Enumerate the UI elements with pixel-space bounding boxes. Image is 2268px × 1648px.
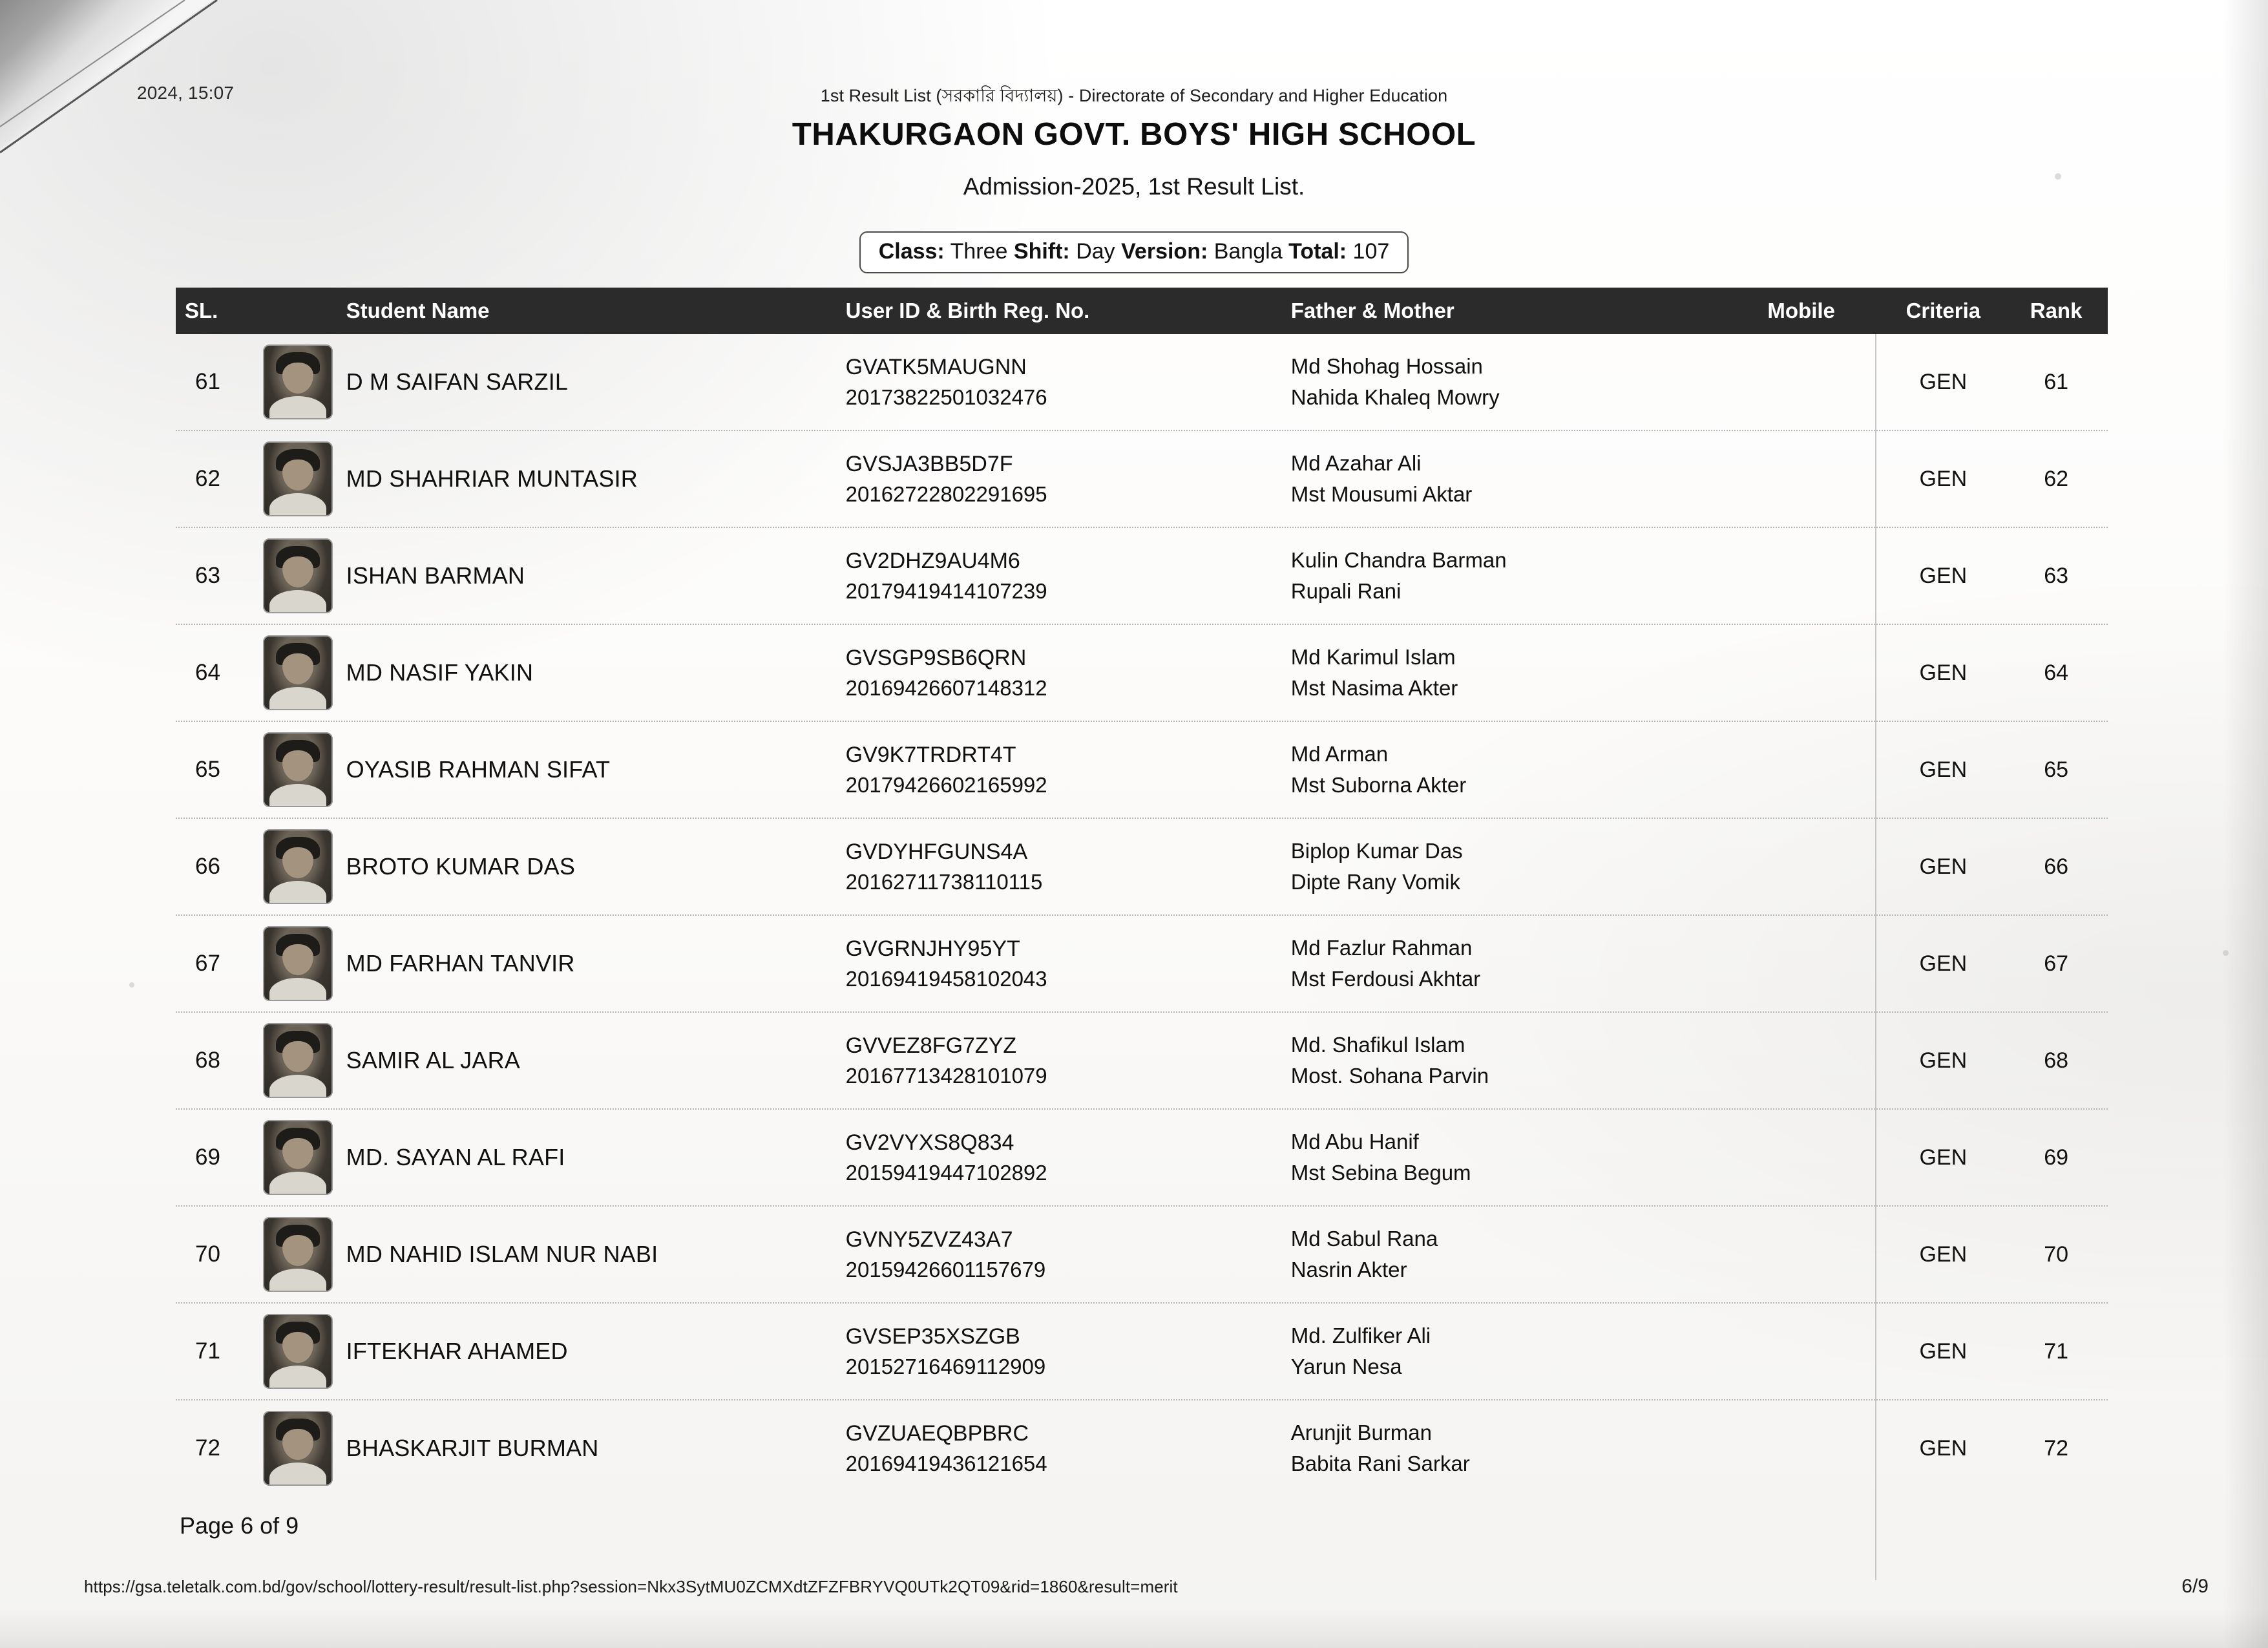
column-header-mobile: Mobile — [1767, 299, 1835, 322]
row-sl: 69 — [195, 1145, 220, 1170]
class-value: Three — [950, 239, 1008, 264]
class-info-bar — [859, 231, 1409, 273]
table-row — [176, 1207, 2108, 1304]
row-sl: 67 — [195, 951, 220, 976]
table-body — [176, 334, 2108, 1496]
row-user-id: GV9K7TRDRT4T — [845, 742, 1016, 767]
row-father-name: Md Karimul Islam — [1290, 645, 1456, 670]
student-photo — [249, 431, 346, 527]
column-header-criteria: Criteria — [1906, 299, 1981, 322]
row-father-name: Md Azahar Ali — [1290, 451, 1422, 476]
row-mother-name: Yarun Nesa — [1290, 1355, 1402, 1379]
table-row — [176, 1400, 2108, 1496]
row-birth-reg-no: 20159426601157679 — [845, 1257, 1046, 1282]
shift-label: Shift: — [1013, 239, 1070, 264]
row-criteria: GEN — [1919, 1338, 1968, 1364]
row-rank: 69 — [2044, 1145, 2069, 1170]
document-source-line: 1st Result List (সরকারি বিদ্যালয়) - Directorate of Secondary and Higher Education — [820, 86, 1448, 105]
row-student-name: OYASIB RAHMAN SIFAT — [346, 756, 611, 783]
row-mother-name: Mst Mousumi Aktar — [1290, 482, 1473, 506]
row-mother-name: Rupali Rani — [1290, 579, 1402, 603]
row-student-name: ISHAN BARMAN — [346, 562, 525, 589]
row-rank: 66 — [2044, 854, 2069, 879]
scan-edge-shadow-bottom — [0, 1609, 2268, 1648]
row-criteria: GEN — [1919, 1048, 1968, 1073]
row-student-name: BROTO KUMAR DAS — [346, 853, 576, 880]
column-header-user-id: User ID & Birth Reg. No. — [845, 299, 1090, 322]
row-rank: 70 — [2044, 1241, 2069, 1267]
row-criteria: GEN — [1919, 854, 1968, 879]
print-meta-row — [0, 83, 2268, 105]
row-criteria: GEN — [1919, 757, 1968, 782]
total-value: 107 — [1352, 239, 1390, 264]
total-label: Total: — [1288, 239, 1347, 264]
row-user-id: GVGRNJHY95YT — [845, 936, 1020, 961]
row-criteria: GEN — [1919, 563, 1968, 588]
table-header-row — [176, 288, 2108, 334]
student-photo — [249, 916, 346, 1011]
row-student-name: MD NASIF YAKIN — [346, 659, 534, 686]
row-rank: 64 — [2044, 660, 2069, 685]
column-header-rank: Rank — [2030, 299, 2083, 322]
row-user-id: GVNY5ZVZ43A7 — [845, 1227, 1013, 1252]
class-label: Class: — [878, 239, 945, 264]
student-photo — [249, 1304, 346, 1399]
row-rank: 62 — [2044, 466, 2069, 491]
row-user-id: GVSJA3BB5D7F — [845, 451, 1013, 476]
row-birth-reg-no: 20179426602165992 — [845, 772, 1047, 797]
row-birth-reg-no: 20159419447102892 — [845, 1160, 1047, 1185]
footer-page-of: 6/9 — [2181, 1576, 2209, 1597]
row-rank: 72 — [2044, 1435, 2069, 1461]
row-mother-name: Dipte Rany Vomik — [1290, 870, 1461, 894]
row-student-name: SAMIR AL JARA — [346, 1047, 521, 1073]
row-user-id: GVVEZ8FG7ZYZ — [845, 1033, 1017, 1058]
row-father-name: Arunjit Burman — [1290, 1421, 1432, 1445]
row-student-name: MD NAHID ISLAM NUR NABI — [346, 1241, 658, 1267]
student-photo — [249, 1207, 346, 1302]
row-rank: 63 — [2044, 563, 2069, 588]
row-birth-reg-no: 20169419436121654 — [845, 1451, 1047, 1475]
row-birth-reg-no: 20179419414107239 — [845, 578, 1047, 603]
row-mother-name: Mst Ferdousi Akhtar — [1290, 967, 1481, 991]
table-row — [176, 1110, 2108, 1207]
row-rank: 61 — [2044, 369, 2069, 394]
version-label: Version: — [1121, 239, 1208, 264]
row-sl: 65 — [195, 757, 220, 782]
row-mother-name: Most. Sohana Parvin — [1290, 1064, 1489, 1088]
scan-speck — [129, 982, 134, 988]
row-student-name: IFTEKHAR AHAMED — [346, 1338, 568, 1364]
row-birth-reg-no: 20162722802291695 — [845, 481, 1047, 506]
row-criteria: GEN — [1919, 660, 1968, 685]
row-user-id: GVSEP35XSZGB — [845, 1324, 1020, 1349]
student-photo — [249, 625, 346, 721]
row-student-name: D M SAIFAN SARZIL — [346, 368, 569, 395]
row-birth-reg-no: 20169419458102043 — [845, 966, 1047, 991]
row-criteria: GEN — [1919, 951, 1968, 976]
row-student-name: BHASKARJIT BURMAN — [346, 1435, 599, 1461]
row-sl: 68 — [195, 1048, 220, 1073]
row-father-name: Md Shohag Hossain — [1290, 354, 1483, 379]
row-mother-name: Mst Sebina Begum — [1290, 1161, 1471, 1185]
row-mother-name: Nahida Khaleq Mowry — [1290, 385, 1500, 409]
result-table — [176, 288, 2108, 1496]
row-user-id: GVZUAEQBPBRC — [845, 1421, 1029, 1446]
page-subtitle: Admission-2025, 1st Result List. — [963, 173, 1305, 200]
table-row — [176, 1013, 2108, 1110]
class-info-bar-wrap — [0, 231, 2268, 273]
table-row — [176, 528, 2108, 625]
row-father-name: Md Arman — [1290, 742, 1389, 766]
row-birth-reg-no: 20167713428101079 — [845, 1063, 1047, 1088]
row-sl: 71 — [195, 1338, 220, 1364]
row-father-name: Md Sabul Rana — [1290, 1227, 1438, 1251]
row-sl: 62 — [195, 466, 220, 491]
table-row — [176, 1304, 2108, 1400]
row-user-id: GV2VYXS8Q834 — [845, 1130, 1014, 1155]
row-father-name: Md Fazlur Rahman — [1290, 936, 1473, 960]
version-value: Bangla — [1213, 239, 1283, 264]
student-photo — [249, 1013, 346, 1108]
row-student-name: MD SHAHRIAR MUNTASIR — [346, 465, 638, 492]
column-header-parents: Father & Mother — [1290, 299, 1454, 322]
student-photo — [249, 1110, 346, 1205]
column-header-name: Student Name — [346, 299, 490, 322]
row-father-name: Md. Zulfiker Ali — [1290, 1324, 1431, 1348]
row-birth-reg-no: 20169426607148312 — [845, 675, 1047, 700]
print-timestamp: 2024, 15:07 — [137, 83, 235, 103]
row-mother-name: Nasrin Akter — [1290, 1258, 1407, 1282]
row-sl: 61 — [195, 369, 220, 394]
shift-value: Day — [1076, 239, 1115, 264]
row-father-name: Md Abu Hanif — [1290, 1130, 1419, 1154]
row-student-name: MD FARHAN TANVIR — [346, 950, 575, 977]
student-photo — [249, 528, 346, 624]
row-birth-reg-no: 20173822501032476 — [845, 385, 1047, 409]
row-rank: 65 — [2044, 757, 2069, 782]
student-photo — [249, 334, 346, 430]
table-row — [176, 334, 2108, 431]
table-row — [176, 819, 2108, 916]
student-photo — [249, 722, 346, 818]
table-row — [176, 722, 2108, 819]
row-rank: 68 — [2044, 1048, 2069, 1073]
row-criteria: GEN — [1919, 466, 1968, 491]
row-sl: 70 — [195, 1241, 220, 1267]
row-father-name: Kulin Chandra Barman — [1290, 548, 1507, 573]
row-user-id: GVSGP9SB6QRN — [845, 645, 1027, 670]
row-criteria: GEN — [1919, 1241, 1968, 1267]
row-sl: 72 — [195, 1435, 220, 1461]
row-student-name: MD. SAYAN AL RAFI — [346, 1144, 565, 1170]
row-user-id: GVATK5MAUGNN — [845, 354, 1027, 379]
table-row — [176, 916, 2108, 1013]
row-mother-name: Babita Rani Sarkar — [1290, 1452, 1470, 1475]
row-mother-name: Mst Suborna Akter — [1290, 773, 1467, 797]
page-indicator: Page 6 of 9 — [180, 1512, 299, 1539]
row-birth-reg-no: 20162711738110115 — [845, 869, 1043, 894]
row-rank: 67 — [2044, 951, 2069, 976]
row-criteria: GEN — [1919, 369, 1968, 394]
row-sl: 66 — [195, 854, 220, 879]
row-sl: 64 — [195, 660, 220, 685]
row-criteria: GEN — [1919, 1145, 1968, 1170]
row-rank: 71 — [2044, 1338, 2069, 1364]
row-birth-reg-no: 20152716469112909 — [845, 1354, 1046, 1379]
table-row — [176, 431, 2108, 528]
row-mother-name: Mst Nasima Akter — [1290, 676, 1458, 700]
student-photo — [249, 1400, 346, 1496]
row-user-id: GV2DHZ9AU4M6 — [845, 548, 1020, 573]
row-father-name: Md. Shafikul Islam — [1290, 1033, 1465, 1057]
row-criteria: GEN — [1919, 1435, 1968, 1461]
row-user-id: GVDYHFGUNS4A — [845, 839, 1028, 864]
column-header-sl: SL. — [185, 299, 218, 322]
footer-url: https://gsa.teletalk.com.bd/gov/school/lottery-result/result-list.php?session=Nkx3SytMU0ZCMXdtZFZFBRYVQ0UTk2QT09&rid=1860&result=merit — [84, 1577, 1178, 1596]
row-father-name: Biplop Kumar Das — [1290, 839, 1463, 863]
student-photo — [249, 819, 346, 914]
scan-edge-shadow-right — [2223, 0, 2268, 1648]
table-row — [176, 625, 2108, 722]
page-title: THAKURGAON GOVT. BOYS' HIGH SCHOOL — [792, 117, 1476, 152]
row-sl: 63 — [195, 563, 220, 588]
